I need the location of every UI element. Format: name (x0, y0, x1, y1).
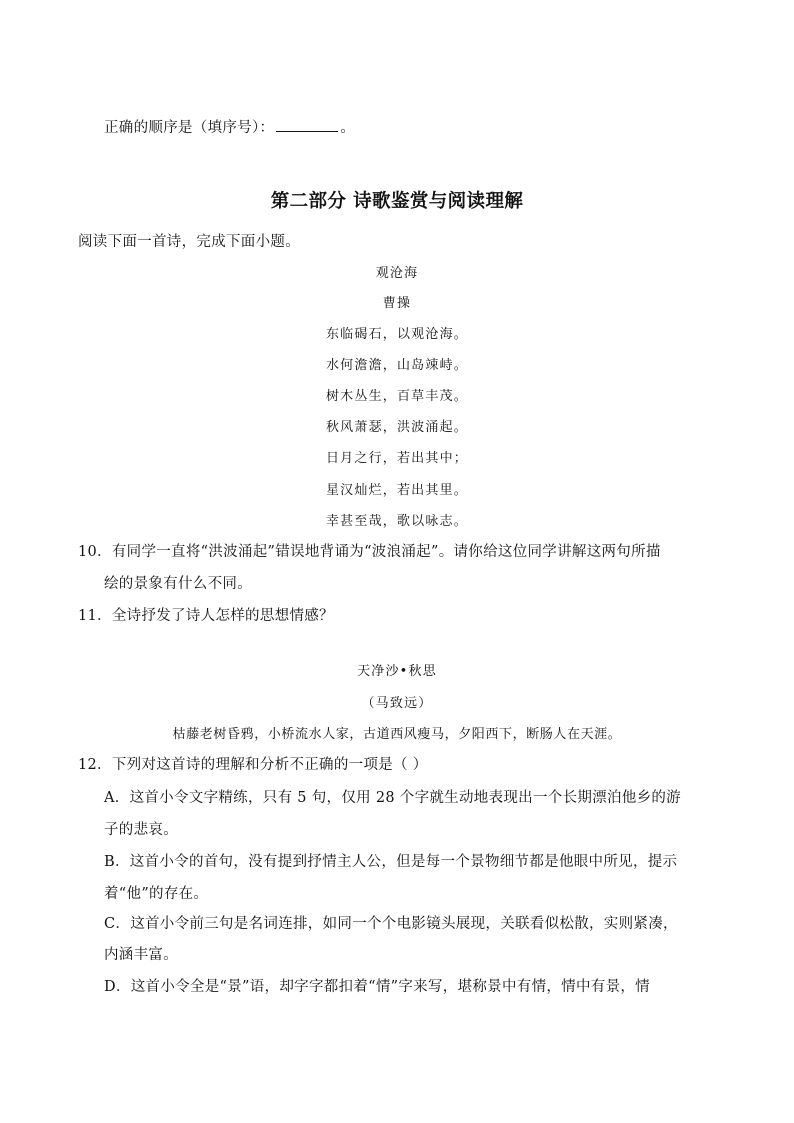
order-line-prefix: 正确的顺序是（填序号）： (104, 120, 275, 136)
order-line-suffix: 。 (340, 120, 356, 136)
poem1-line: 水何澹澹，山岛竦峙。 (325, 358, 468, 373)
option-b-line1[interactable]: B．这首小令的首句，没有提到抒情主人公，但是每一个景物细节都是他眼中所见，提示 (104, 854, 678, 870)
poem1-author: 曹操 (382, 296, 412, 311)
option-c-line2[interactable]: 内涵丰富。 (104, 947, 178, 963)
poem1-title: 观沧海 (375, 266, 419, 281)
answer-blank[interactable] (276, 119, 338, 132)
section-title: 第二部分 诗歌鉴赏与阅读理解 (270, 191, 524, 212)
question-12-stem: 12．下列对这首诗的理解和分析不正确的一项是（ ） (78, 757, 428, 773)
poem2-text: 枯藤老树昏鸦，小桥流水人家，古道西风瘦马，夕阳西下，断肠人在天涯。 (172, 727, 622, 742)
poem1-line: 秋风萧瑟，洪波涌起。 (325, 420, 468, 435)
question-10-line2: 绘的景象有什么不同。 (104, 576, 252, 592)
order-line (104, 116, 355, 137)
poem2-author: （马致远） (361, 696, 433, 711)
poem1-line: 树木丛生，百草丰茂。 (325, 389, 468, 404)
reading-instruction: 阅读下面一首诗，完成下面小题。 (78, 234, 300, 250)
poem1-line: 东临碣石，以观沧海。 (325, 327, 468, 342)
option-d-line1[interactable]: D．这首小令全是“景”语，却字字都扣着“情”字来写，堪称景中有情，情中有景，情 (104, 979, 650, 995)
poem1-line: 日月之行，若出其中； (325, 451, 468, 466)
question-11: 11．全诗抒发了诗人怎样的思想情感？ (78, 608, 334, 624)
option-b-line2[interactable]: 着“他”的存在。 (104, 886, 209, 902)
question-10-line1: 10．有同学一直将“洪波涌起”错误地背诵为“波浪涌起”。请你给这位同学讲解这两句所描 (78, 544, 661, 560)
option-a-line2[interactable]: 子的悲哀。 (104, 822, 178, 838)
poem1-line: 星汉灿烂，若出其里。 (325, 483, 468, 498)
option-a-line1[interactable]: A．这首小令文字精练，只有 5 句，仅用 28 个字就生动地表现出一个长期漂泊他乡的游 (104, 790, 681, 806)
poem2-title: 天净沙•秋思 (357, 664, 437, 679)
option-c-line1[interactable]: C．这首小令前三句是名词连排，如同一个个电影镜头展现，关联看似松散，实则紧凑， (104, 916, 678, 932)
poem1-line: 幸甚至哉，歌以咏志。 (325, 514, 468, 529)
